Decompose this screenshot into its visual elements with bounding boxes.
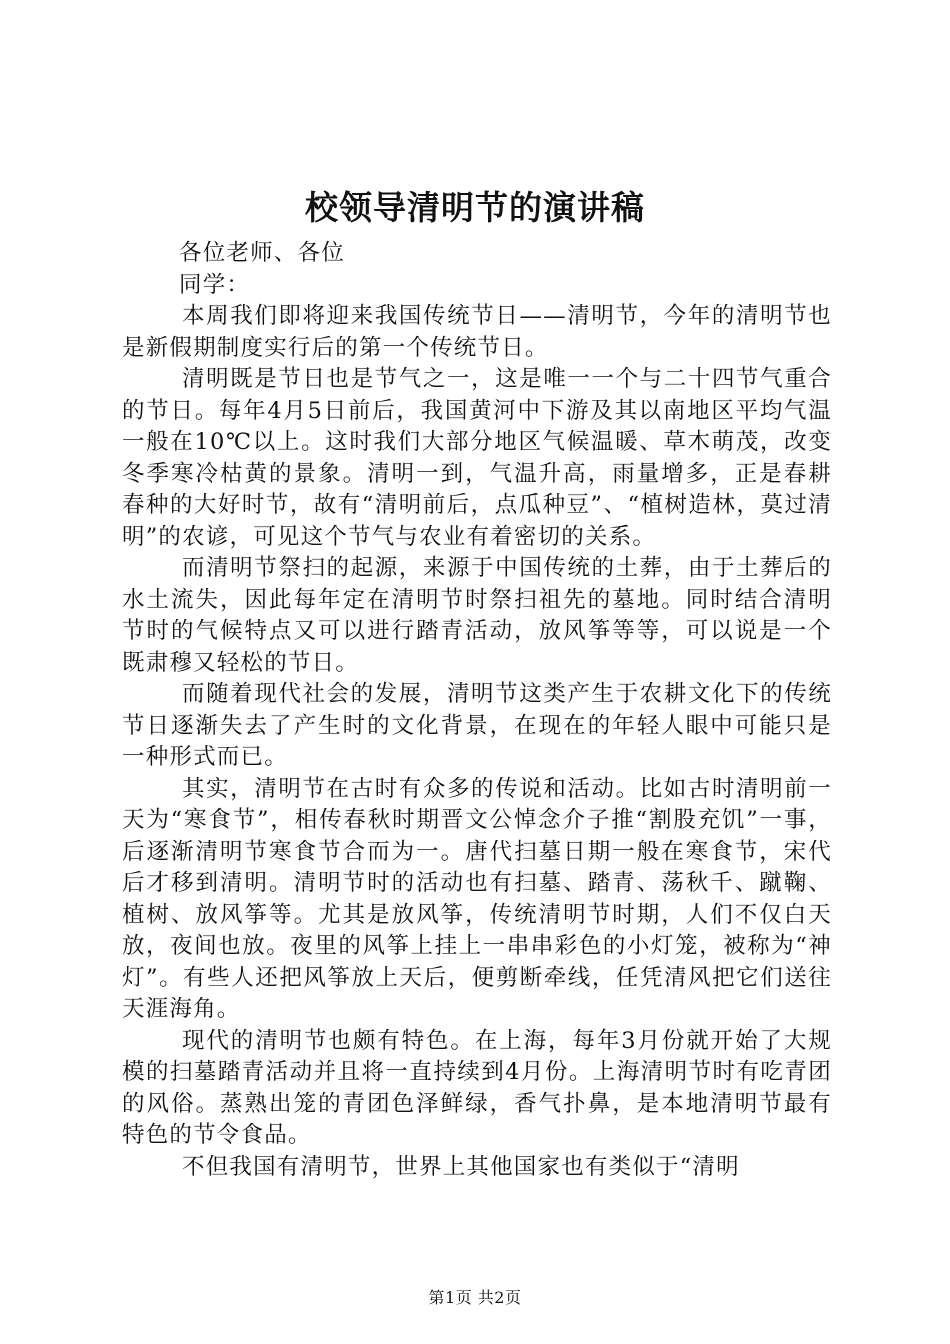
paragraph-1: 本周我们即将迎来我国传统节日——清明节，今年的清明节也是新假期制度实行后的第一个传统节日。: [122, 303, 832, 361]
paragraph-6: 现代的清明节也颇有特色。在上海，每年3月份就开始了大规模的扫墓踏青活动并且将一直持续到4月份。上海清明节时有吃青团的风俗。蒸熟出笼的青团色泽鲜绿，香气扑鼻，是本地清明节最有特色的节令食品。: [122, 1027, 832, 1148]
page-footer: 第1页 共2页: [428, 1288, 522, 1307]
paragraph-4: 而随着现代社会的发展，清明节这类产生于农耕文化下的传统节日逐渐失去了产生时的文化背景，在现在的年轻人眼中可能只是一种形式而已。: [122, 681, 832, 770]
document-body: [122, 238, 832, 1183]
salutation-line-1: 各位老师、各位: [179, 240, 345, 266]
document-title: 校领导清明节的演讲稿: [305, 188, 645, 227]
salutation-line-2: 同学：: [179, 271, 251, 298]
paragraph-2: 清明既是节日也是节气之一，这是唯一一个与二十四节气重合的节日。每年4月5日前后，我国黄河中下游及其以南地区平均气温一般在10℃以上。这时我们大部分地区气候温暖、草木萌茂，改变冬季寒冷枯黄的景象。清明一到，气温升高，雨量增多，正是春耕春种的大好时节，故有“清明前后，点瓜种豆”、“植树造林，莫过清明”的农谚，可见这个节气与农业有着密切的关系。: [122, 366, 832, 550]
paragraph-5: 其实，清明节在古时有众多的传说和活动。比如古时清明前一天为“寒食节”，相传春秋时期晋文公悼念介子推“割股充饥”一事，后逐渐清明节寒食节合而为一。唐代扫墓日期一般在寒食节，宋代后才移到清明。清明节时的活动也有扫墓、踏青、荡秋千、蹴鞠、植树、放风筝等。尤其是放风筝，传统清明节时期，人们不仅白天放，夜间也放。夜里的风筝上挂上一串串彩色的小灯笼，被称为“神灯”。有些人还把风筝放上天后，便剪断牵线，任凭清风把它们送往天涯海角。: [122, 775, 832, 1022]
paragraph-3: 而清明节祭扫的起源，来源于中国传统的土葬，由于土葬后的水土流失，因此每年定在清明节时祭扫祖先的墓地。同时结合清明节时的气候特点又可以进行踏青活动，放风筝等等，可以说是一个既肃穆又轻松的节日。: [122, 555, 832, 676]
paragraph-7: 不但我国有清明节，世界上其他国家也有类似于“清明: [182, 1153, 740, 1180]
